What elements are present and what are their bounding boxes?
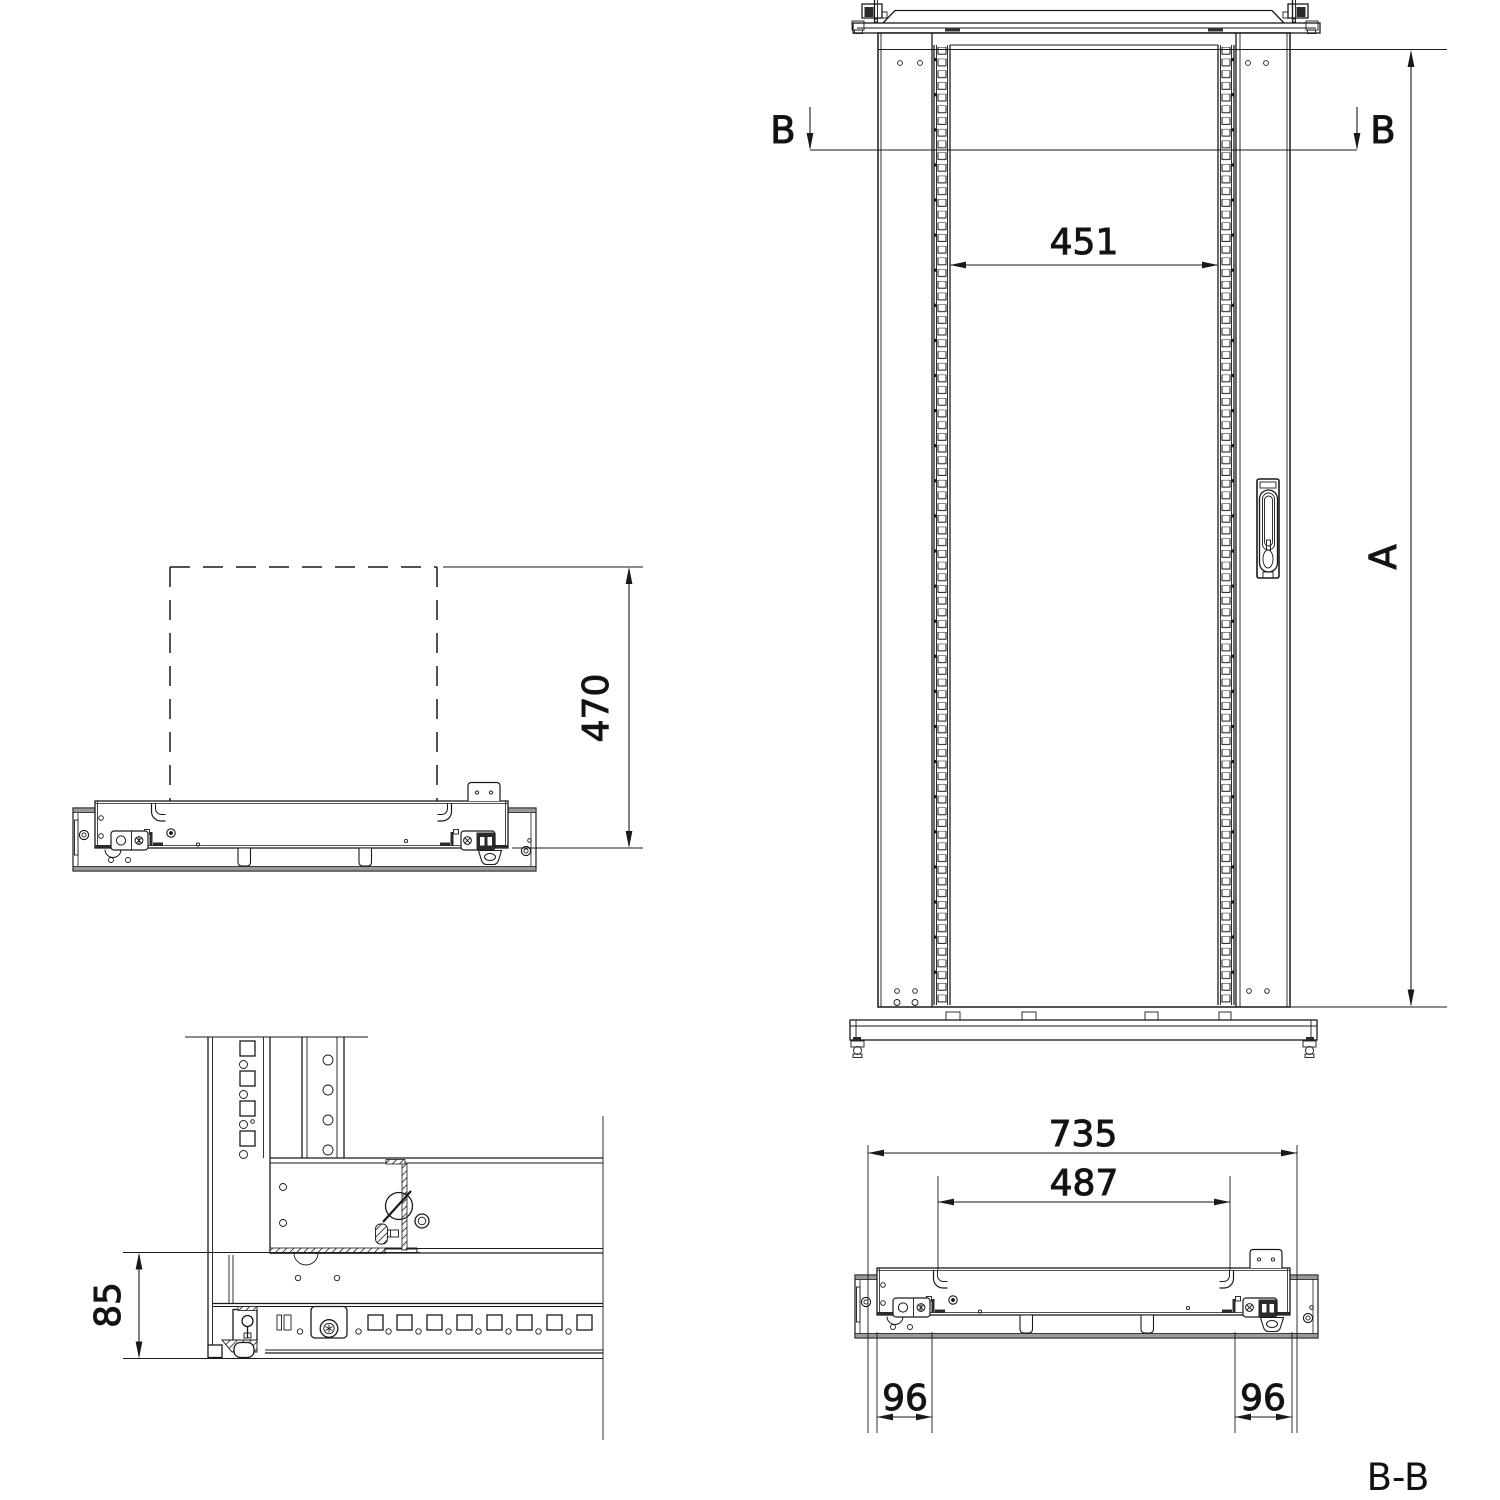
dim-451-label: 451 (1049, 222, 1119, 263)
dim-a-label: A (1362, 544, 1405, 570)
mounting-rail-right (1218, 45, 1234, 1005)
section-view-title: B-B (1366, 1456, 1430, 1499)
dim-96-right-label: 96 (1240, 1378, 1286, 1419)
section-marker-b-left: B (770, 109, 796, 152)
door-lock-handle (1257, 479, 1279, 578)
dim-487-label: 487 (1049, 1163, 1119, 1204)
dim-470-label: 470 (576, 673, 617, 743)
dim-85-label: 85 (88, 1282, 129, 1328)
section-marker-b-right: B (1370, 109, 1396, 152)
dim-96-left-label: 96 (882, 1378, 928, 1419)
mounting-rail-left (934, 45, 950, 1005)
dim-735-label: 735 (1048, 1114, 1118, 1155)
